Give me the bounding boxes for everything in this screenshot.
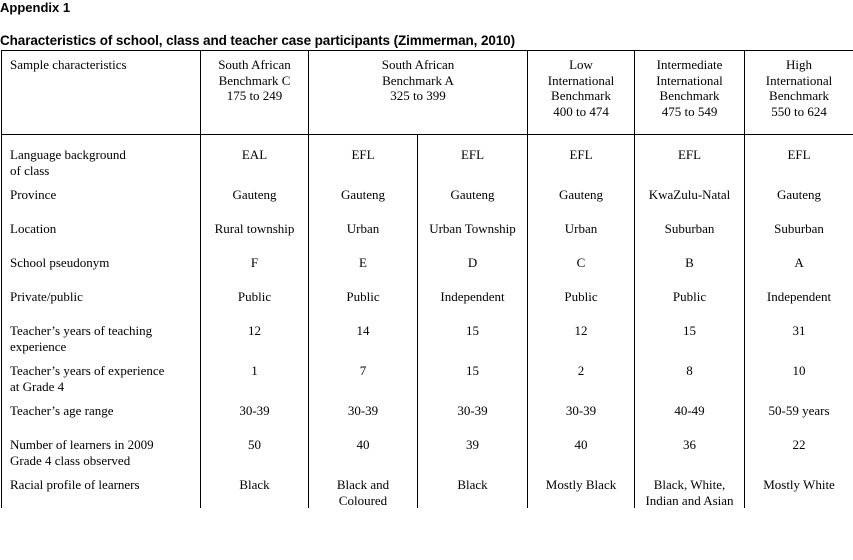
- text-line: Language background: [10, 147, 126, 162]
- appendix-heading: Appendix 1: [0, 0, 71, 15]
- row-label: [2, 314, 201, 354]
- table-cell: 30-39: [528, 394, 635, 428]
- text-line: Province: [10, 187, 57, 202]
- row-label: [2, 468, 201, 508]
- table-cell: 36: [635, 428, 745, 468]
- table-cell: Gauteng: [309, 178, 418, 212]
- table-cell: Gauteng: [418, 178, 528, 212]
- table-cell: 50: [201, 428, 309, 468]
- table-row: [2, 314, 853, 354]
- text-line: Black: [239, 477, 270, 492]
- table-row: [2, 468, 853, 508]
- table-cell: [201, 468, 309, 508]
- table-cell: Urban: [528, 212, 635, 246]
- table-cell: 50-59 years: [745, 394, 853, 428]
- table-title: Characteristics of school, class and teacher case participants (Zimmerman, 2010): [0, 33, 515, 48]
- text-line: School pseudonym: [10, 255, 110, 270]
- text-line: of class: [10, 162, 50, 178]
- table-cell: 12: [201, 314, 309, 354]
- table-cell: [309, 468, 418, 508]
- row-label: [2, 394, 201, 428]
- table-cell: 14: [309, 314, 418, 354]
- text-line: Benchmark: [551, 88, 611, 103]
- row-label: [2, 280, 201, 314]
- header-benchmark: [309, 51, 528, 135]
- text-line: 400 to 474: [553, 103, 609, 119]
- row-label: [2, 178, 201, 212]
- text-line: Indian and Asian: [645, 492, 734, 508]
- table-cell: Public: [528, 280, 635, 314]
- table-cell: [528, 468, 635, 508]
- table-cell: EFL: [635, 135, 745, 179]
- row-label: [2, 212, 201, 246]
- participants-table: [1, 50, 853, 508]
- text-line: experience: [10, 338, 67, 354]
- text-line: Black and: [336, 477, 390, 492]
- table-cell: EFL: [418, 135, 528, 179]
- table-cell: Independent: [418, 280, 528, 314]
- table-cell: Public: [201, 280, 309, 314]
- table-cell: Gauteng: [528, 178, 635, 212]
- header-benchmark: [745, 51, 853, 135]
- table-cell: B: [635, 246, 745, 280]
- row-label: [2, 135, 201, 179]
- text-line: Private/public: [10, 289, 83, 304]
- table-row: [2, 135, 853, 179]
- table-cell: 39: [418, 428, 528, 468]
- text-line: Number of learners in 2009: [10, 437, 154, 452]
- header-benchmark: [528, 51, 635, 135]
- text-line: Teacher’s years of experience: [10, 363, 165, 378]
- text-line: Racial profile of learners: [10, 477, 140, 492]
- row-label: [2, 428, 201, 468]
- table-cell: 30-39: [418, 394, 528, 428]
- table-cell: EFL: [745, 135, 853, 179]
- text-line: International: [547, 72, 615, 88]
- text-line: Benchmark: [659, 88, 720, 103]
- table-cell: Urban: [309, 212, 418, 246]
- table-cell: Public: [635, 280, 745, 314]
- table-header-row: [2, 51, 853, 135]
- table-cell: F: [201, 246, 309, 280]
- table-cell: Public: [309, 280, 418, 314]
- text-line: Teacher’s age range: [10, 403, 114, 418]
- text-line: International: [656, 72, 723, 88]
- text-line: 175 to 249: [226, 88, 283, 103]
- table-cell: A: [745, 246, 853, 280]
- table-row: [2, 246, 853, 280]
- text-line: Teacher’s years of teaching: [10, 323, 153, 338]
- table-cell: 40: [309, 428, 418, 468]
- text-line: Intermediate: [656, 57, 723, 72]
- table-row: [2, 212, 853, 246]
- row-label: [2, 246, 201, 280]
- table-cell: 40: [528, 428, 635, 468]
- table-cell: KwaZulu-Natal: [635, 178, 745, 212]
- text-line: Benchmark: [769, 88, 829, 103]
- text-line: Location: [10, 221, 57, 236]
- table-cell: 30-39: [201, 394, 309, 428]
- table-cell: 8: [635, 354, 745, 394]
- row-label: [2, 354, 201, 394]
- text-line: 475 to 549: [661, 103, 718, 119]
- table-cell: 12: [528, 314, 635, 354]
- table-cell: EFL: [528, 135, 635, 179]
- table-cell: Suburban: [745, 212, 853, 246]
- table-cell: C: [528, 246, 635, 280]
- table-cell: 15: [418, 354, 528, 394]
- text-line: Black: [457, 477, 488, 492]
- table-cell: [418, 468, 528, 508]
- table-row: [2, 280, 853, 314]
- table-cell: EAL: [201, 135, 309, 179]
- table-cell: [745, 468, 853, 508]
- table-cell: Urban Township: [418, 212, 528, 246]
- table-cell: 30-39: [309, 394, 418, 428]
- table-cell: 31: [745, 314, 853, 354]
- header-benchmark: [201, 51, 309, 135]
- table-cell: 15: [635, 314, 745, 354]
- header-benchmark: [635, 51, 745, 135]
- table-row: [2, 178, 853, 212]
- header-sample-characteristics: Sample characteristics: [2, 51, 201, 135]
- table-cell: Gauteng: [745, 178, 853, 212]
- text-line: Mostly White: [763, 477, 835, 492]
- table-cell: E: [309, 246, 418, 280]
- text-line: Low: [569, 57, 593, 72]
- table-row: [2, 394, 853, 428]
- text-line: International: [765, 72, 833, 88]
- text-line: Black, White,: [653, 477, 726, 492]
- text-line: Benchmark A: [382, 72, 454, 88]
- table-cell: 40-49: [635, 394, 745, 428]
- table-cell: 22: [745, 428, 853, 468]
- text-line: Benchmark C: [218, 72, 291, 88]
- text-line: Mostly Black: [545, 477, 617, 492]
- text-line: 325 to 399: [390, 88, 446, 103]
- text-line: Coloured: [338, 492, 388, 508]
- text-line: South African: [381, 57, 455, 72]
- table-cell: [635, 468, 745, 508]
- text-line: Grade 4 class observed: [10, 452, 131, 468]
- table-cell: EFL: [309, 135, 418, 179]
- table-cell: 1: [201, 354, 309, 394]
- text-line: South African: [218, 57, 291, 72]
- table-row: [2, 354, 853, 394]
- text-line: High: [786, 57, 813, 72]
- table-cell: Rural township: [201, 212, 309, 246]
- table-cell: 15: [418, 314, 528, 354]
- table-cell: Independent: [745, 280, 853, 314]
- text-line: 550 to 624: [771, 103, 827, 119]
- table-cell: 10: [745, 354, 853, 394]
- table-cell: Gauteng: [201, 178, 309, 212]
- table-cell: 2: [528, 354, 635, 394]
- table-row: [2, 428, 853, 468]
- table-cell: 7: [309, 354, 418, 394]
- table-cell: Suburban: [635, 212, 745, 246]
- text-line: at Grade 4: [10, 378, 65, 394]
- table-cell: D: [418, 246, 528, 280]
